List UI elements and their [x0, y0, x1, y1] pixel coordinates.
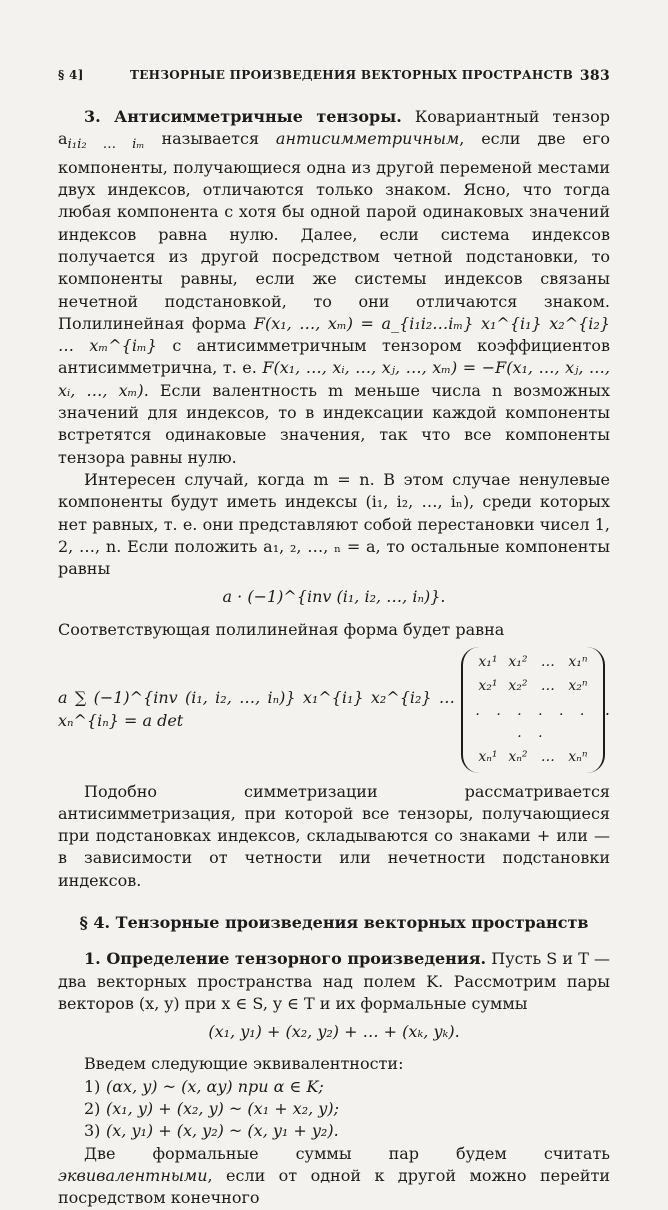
page-body: [58, 106, 610, 1210]
det-left: a ∑ (−1)^{inv (i₁, i₂, …, iₙ)} x₁^{i₁} x₂^{i₂} … xₙ^{iₙ} = a det: [58, 688, 455, 730]
antisym-heading: 3. Антисимметричные тензоры.: [84, 107, 402, 126]
tensor-paragraph-1: [58, 948, 610, 1015]
item-text: (x₁, y) + (x₂, y) ~ (x₁ + x₂, y);: [106, 1099, 339, 1119]
item-number: 2): [84, 1099, 101, 1119]
text: Пусть S и T — два векторных пространства над полем K. Рассмотрим пары векторов (x, y) при x ∈ S, y ∈ T и их формальные суммы: [58, 949, 611, 1013]
det-end: .: [604, 699, 610, 719]
matrix-cell: x₁²: [508, 654, 528, 671]
header-title: ТЕНЗОРНЫЕ ПРОИЗВЕДЕНИЯ ВЕКТОРНЫХ ПРОСТРАНСТВ: [130, 68, 574, 82]
list-item: [84, 1076, 610, 1098]
list-item: [84, 1098, 610, 1120]
matrix-cell: …: [540, 749, 555, 766]
item-text: (αx, y) ~ (x, αy) при α ∈ K;: [106, 1076, 324, 1096]
item-number: 1): [84, 1076, 101, 1096]
page-number: 383: [579, 68, 610, 84]
matrix-cell: x₂ⁿ: [568, 678, 588, 695]
subscript: i₁i₂ … iₘ: [67, 137, 145, 153]
item-number: 3): [84, 1121, 101, 1141]
formula-sign: a · (−1)^{inv (i₁, i₂, …, iₙ)}.: [222, 587, 446, 607]
antisym-paragraph-4: Подобно симметризации рассматривается антисимметризация, при которой все тензоры, получающиеся при подстановках индексов, складываются со знаками + или — в зависимости от четности или нечетности подстановки индексов.: [58, 781, 610, 890]
running-header: [58, 68, 610, 88]
text: , если две его компоненты, получающиеся одна из другой переменой местами двух индексов, отличаются только знаком. Ясно, что тогда любая компонента с хотя бы одной парой одинаковых значений индексов равна нулю. Далее, если система индексов получается из другой посредством четной подстановки, то компоненты равны, если же системы индексов связаны нечетной подстановкой, то они отличаются знаком. Полилинейная форма: [58, 129, 610, 333]
matrix-cell: x₁¹: [478, 654, 498, 671]
multilinear-form: F(x₁, …, xₘ) = a_{i₁i₂…iₘ} x₁^{i₁} x₂^{i₂} … xₘ^{iₘ}: [58, 313, 611, 356]
section-4-title: § 4. Тензорные произведения векторных пространств: [79, 912, 589, 932]
item-text: (x, y₁) + (x, y₂) ~ (x, y₁ + y₂).: [106, 1121, 339, 1141]
matrix-cell: x₂¹: [478, 678, 498, 695]
equivalence-list: [58, 1076, 610, 1143]
header-section: § 4]: [58, 68, 84, 82]
antisym-equation: F(x₁, …, xᵢ, …, xⱼ, …, xₘ) = −F(x₁, …, xⱼ, …, xᵢ, …, xₘ): [58, 358, 611, 400]
text: называется: [144, 129, 276, 149]
text: Ковариантный тензор a: [58, 107, 611, 149]
text: , если от одной к другой можно перейти посредством конечного: [58, 1165, 610, 1208]
matrix: [461, 647, 605, 772]
matrix-cell: xₙ²: [508, 749, 528, 766]
tensor-heading: 1. Определение тензорного произведения.: [84, 949, 487, 969]
determinant-formula: [58, 647, 610, 772]
tensor-paragraph-2: Введем следующие эквивалентности:: [84, 1054, 404, 1074]
term-antisymmetric: антисимметричным: [275, 129, 460, 149]
matrix-cell: x₂²: [508, 678, 528, 695]
text: . Если валентность m меньше числа n возможных значений для индексов, то в индексации каждой компоненты встретятся одинаковые значения, так что все компоненты тензора равны нулю.: [58, 380, 610, 467]
antisym-paragraph-1: [58, 106, 610, 469]
tensor-paragraph-3: [58, 1143, 610, 1210]
term-equivalent: эквивалентными: [58, 1165, 208, 1185]
matrix-cell: xₙ¹: [478, 749, 498, 766]
antisym-paragraph-3: Соответствующая полилинейная форма будет равна: [58, 619, 505, 639]
matrix-cell: x₁ⁿ: [568, 654, 588, 671]
list-item: [84, 1120, 610, 1142]
matrix-cell: xₙⁿ: [568, 749, 588, 766]
text: с антисимметричным тензором коэффициентов антисимметрична, т. е.: [58, 336, 610, 378]
matrix-dots: . . . . . . . .: [475, 702, 591, 741]
antisym-paragraph-2: Интересен случай, когда m = n. В этом случае ненулевые компоненты будут иметь индексы (i₁, i₂, …, iₙ), среди которых нет равных, т. е. они представляют собой перестановки чисел 1, 2, …, n. Если положить a₁, ₂, …, ₙ = a, то остальные компоненты равны: [58, 469, 610, 579]
formal-sum: (x₁, y₁) + (x₂, y₂) + … + (xₖ, yₖ).: [208, 1022, 460, 1042]
matrix-cell: …: [540, 678, 555, 695]
text: Две формальные суммы пар будем считать: [84, 1143, 610, 1163]
matrix-cell: …: [540, 654, 555, 671]
